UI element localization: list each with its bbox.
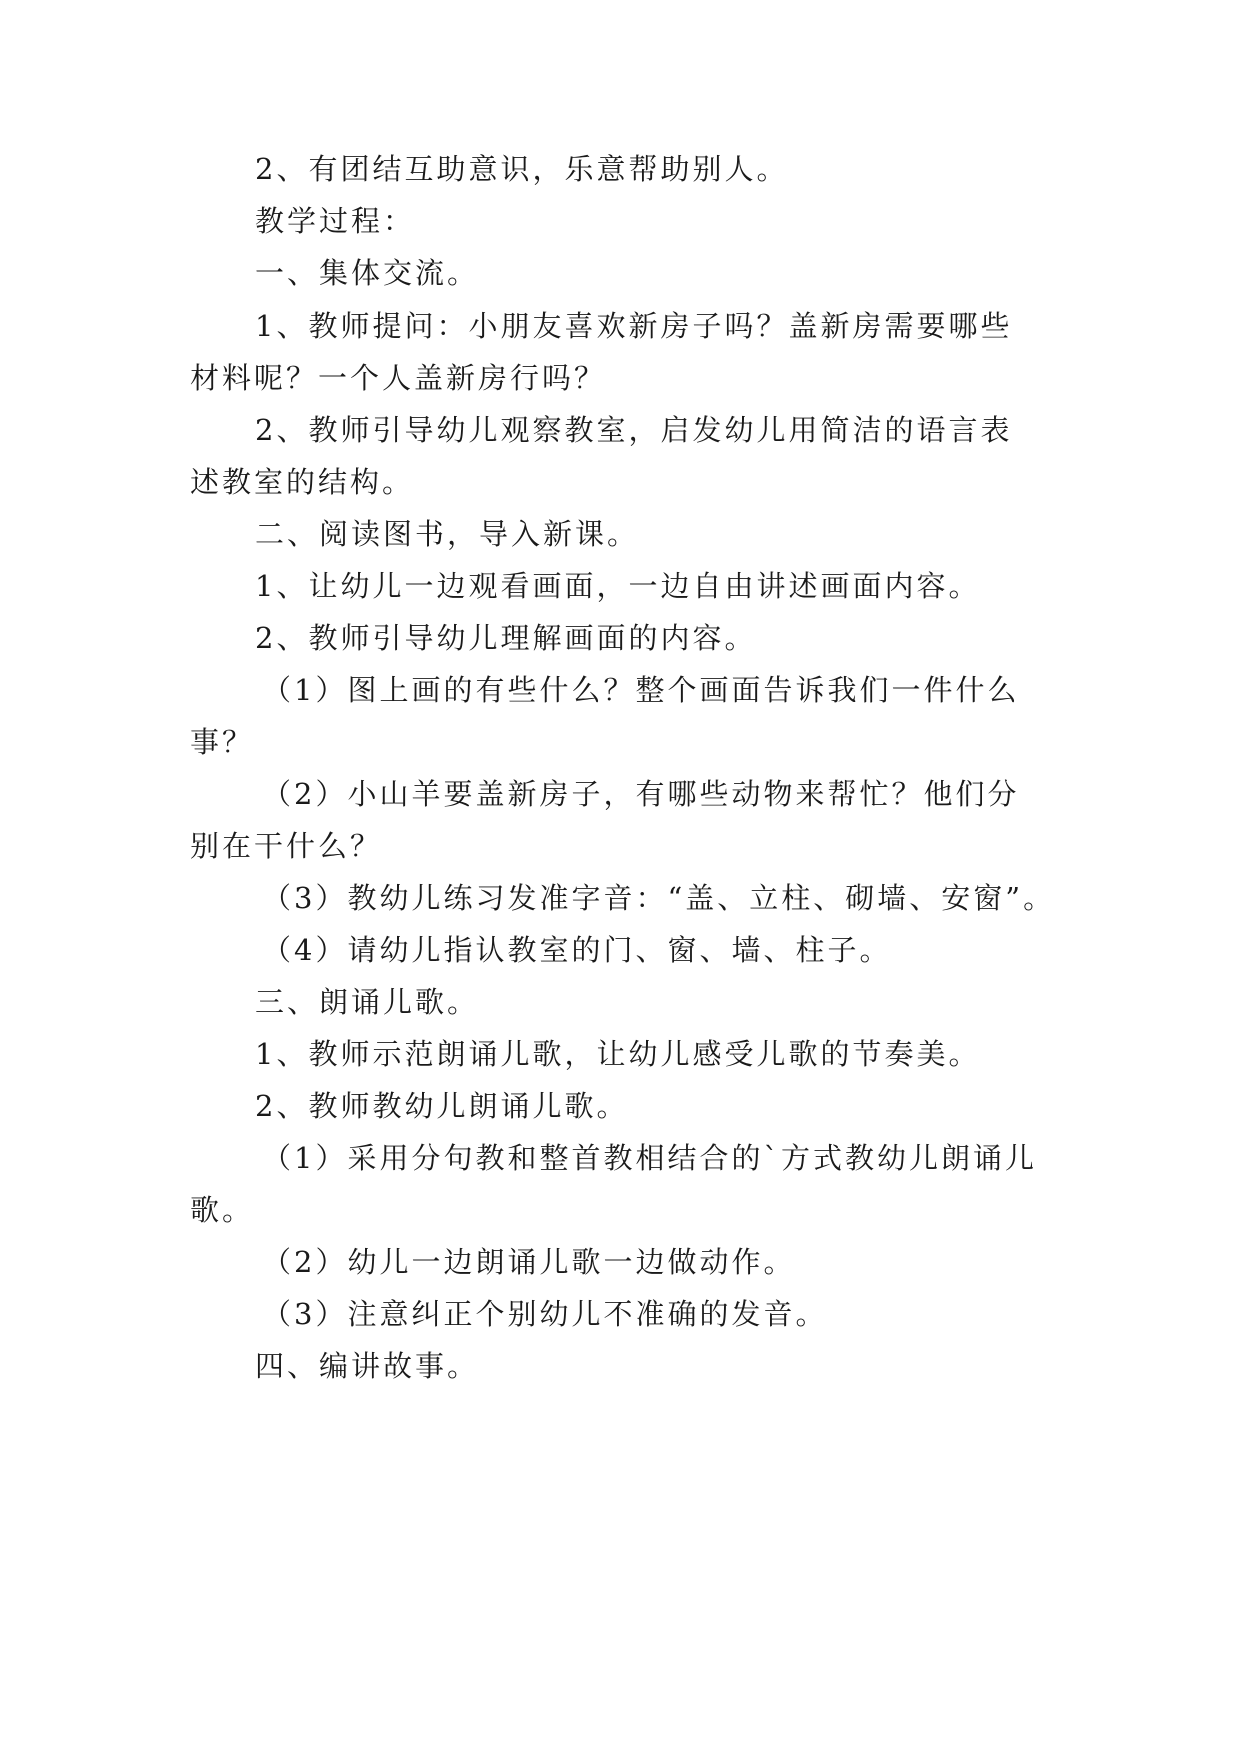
text-line: 材料呢？一个人盖新房行吗？ [190,361,607,395]
text-line: （2）小山羊要盖新房子，有哪些动物来帮忙？他们分 [262,777,1020,811]
text-line: 1、让幼儿一边观看画面，一边自由讲述画面内容。 [255,569,981,603]
text-line: （1）采用分句教和整首教相结合的`方式教幼儿朗诵儿 [262,1141,1037,1175]
text-line: 二、阅读图书，导入新课。 [255,517,640,551]
text-line: 事？ [190,725,255,759]
text-line: （3）注意纠正个别幼儿不准确的发音。 [262,1297,828,1331]
text-line: （2）幼儿一边朗诵儿歌一边做动作。 [262,1245,796,1279]
text-line: 2、教师引导幼儿理解画面的内容。 [255,621,757,655]
text-line: （1）图上画的有些什么？整个画面告诉我们一件什么 [262,673,1020,707]
text-line: 述教室的结构。 [190,465,415,499]
text-line: 1、教师提问：小朋友喜欢新房子吗？盖新房需要哪些 [255,309,1013,343]
text-line: 歌。 [190,1193,255,1227]
text-line: （3）教幼儿练习发准字音：“盖、立柱、砌墙、安窗”。 [262,881,1056,915]
text-line: 三、朗诵儿歌。 [255,985,480,1019]
text-line: 2、有团结互助意识，乐意帮助别人。 [255,152,789,186]
text-line: 1、教师示范朗诵儿歌，让幼儿感受儿歌的节奏美。 [255,1037,981,1071]
text-line: 2、教师引导幼儿观察教室，启发幼儿用简洁的语言表 [255,413,1013,447]
text-line: 教学过程： [255,204,416,238]
text-line: 2、教师教幼儿朗诵儿歌。 [255,1089,629,1123]
text-line: （4）请幼儿指认教室的门、窗、墙、柱子。 [262,933,892,967]
text-line: 别在干什么？ [190,829,383,863]
text-line: 一、集体交流。 [255,256,480,290]
text-line: 四、编讲故事。 [255,1349,480,1383]
